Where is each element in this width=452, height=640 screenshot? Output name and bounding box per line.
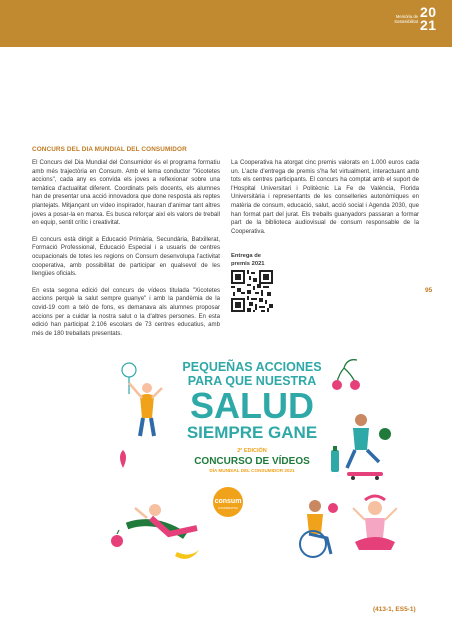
page-number: 95 <box>425 287 433 294</box>
header-bar <box>0 0 452 47</box>
poster-line3: SALUD <box>190 385 314 426</box>
poster-line1: PEQUEÑAS ACCIONES <box>182 360 322 374</box>
report-year: 20 21 <box>420 4 437 33</box>
qr-caption: Entrega de premis 2021 <box>231 253 265 267</box>
poster-contest: CONCURSO DE VÍDEOS <box>194 456 310 467</box>
bottle-icon <box>331 446 339 472</box>
paragraph: En esta segona edició del concurs de vídeos titulada "Xicotetes accions perquè la salut sempre guanye" i amb la pandèmia de la covid-19 com a teló de fons, es demanava als alumnes proposar accions per a cuidar la nostra salut o la d'altres persones. En esta edició han participat 2.106 escolars de 73 centres educatius, amb més de 180 treballats presentats. <box>32 286 220 337</box>
paragraph: El concurs està dirigit a Educació Primària, Secundària, Batxillerat, Formació Professional, Educació Especial i a usuaris de centres ocupacionals de totes les regions on Consum desenvolupa l'activitat cooperativa, amb possibilitat de participar en qualsevol de les llengües oficials. <box>32 235 220 278</box>
paragraph: La Cooperativa ha atorgat cinc premis valorats en 1.000 euros cada un. L'acte d'entrega de premis s'ha fet virtualment, interactuant amb tots els centres participants. El concurs ha comptat amb el suport de l'Hospital Universitari i Politècnic La Fe de València, Florida Universitària i representants de les conselleries autonòmiques en matèria de consum, educació, salut, acció social i Agenda 2030, que han format part del jurat. Els treballs guanyadors passaran a formar part de la biblioteca audiovisual de consum responsable de la Cooperativa. <box>231 159 419 235</box>
ball-icon <box>328 503 338 513</box>
strawberry-icon <box>120 450 126 468</box>
apple-icon <box>111 530 123 547</box>
gri-reference: (413-1, ES5-1) <box>373 606 416 613</box>
girl-doing-exercise-icon <box>127 504 197 536</box>
cherries-icon <box>332 360 360 390</box>
paragraph: El Concurs del Dia Mundial del Consumidor és el programa formatiu amb més trajectòria en Consum. Amb el lema conductor "Xicotetes accions", cada any es convida els joves a reflexionar sobre una temàtica d'actualitat diferent. Coordinats pels docents, els alumnes han de presentar una acció innovadora que done resposta als reptes plantejats. Mitjançant un vídeo inspirador, hauran d'animar tant altres joves a posar-la en marxa. Es busca reforçar així els valors de treball en equip, sentit crític i creativitat. <box>32 159 220 227</box>
skateboard-icon <box>347 472 383 480</box>
girl-meditating-icon <box>353 496 397 550</box>
report-title: Memòria de Sostenibilitat <box>394 14 418 24</box>
campaign-poster <box>107 358 397 576</box>
qr-code-icon[interactable] <box>231 270 273 312</box>
banana-icon <box>175 550 199 559</box>
section-title: CONCURS DEL DIA MUNDIAL DEL CONSUMIDOR <box>32 146 187 153</box>
poster-line4: SIEMPRE GANE <box>186 423 318 442</box>
left-column <box>32 159 220 346</box>
consum-logo-sub: COOPERATIVA <box>218 506 238 510</box>
girl-in-wheelchair-icon <box>300 500 338 557</box>
boy-with-ball-icon <box>347 414 391 468</box>
poster-edition: 2ª EDICIÓN <box>237 448 267 454</box>
girl-with-racket-icon <box>122 363 162 436</box>
right-column <box>231 159 419 244</box>
consum-logo-text: consum <box>214 498 242 505</box>
poster-line2: PARA QUE NUESTRA <box>187 374 317 388</box>
poster-day: DÍA MUNDIAL DEL CONSUMIDOR 2021 <box>209 468 295 473</box>
